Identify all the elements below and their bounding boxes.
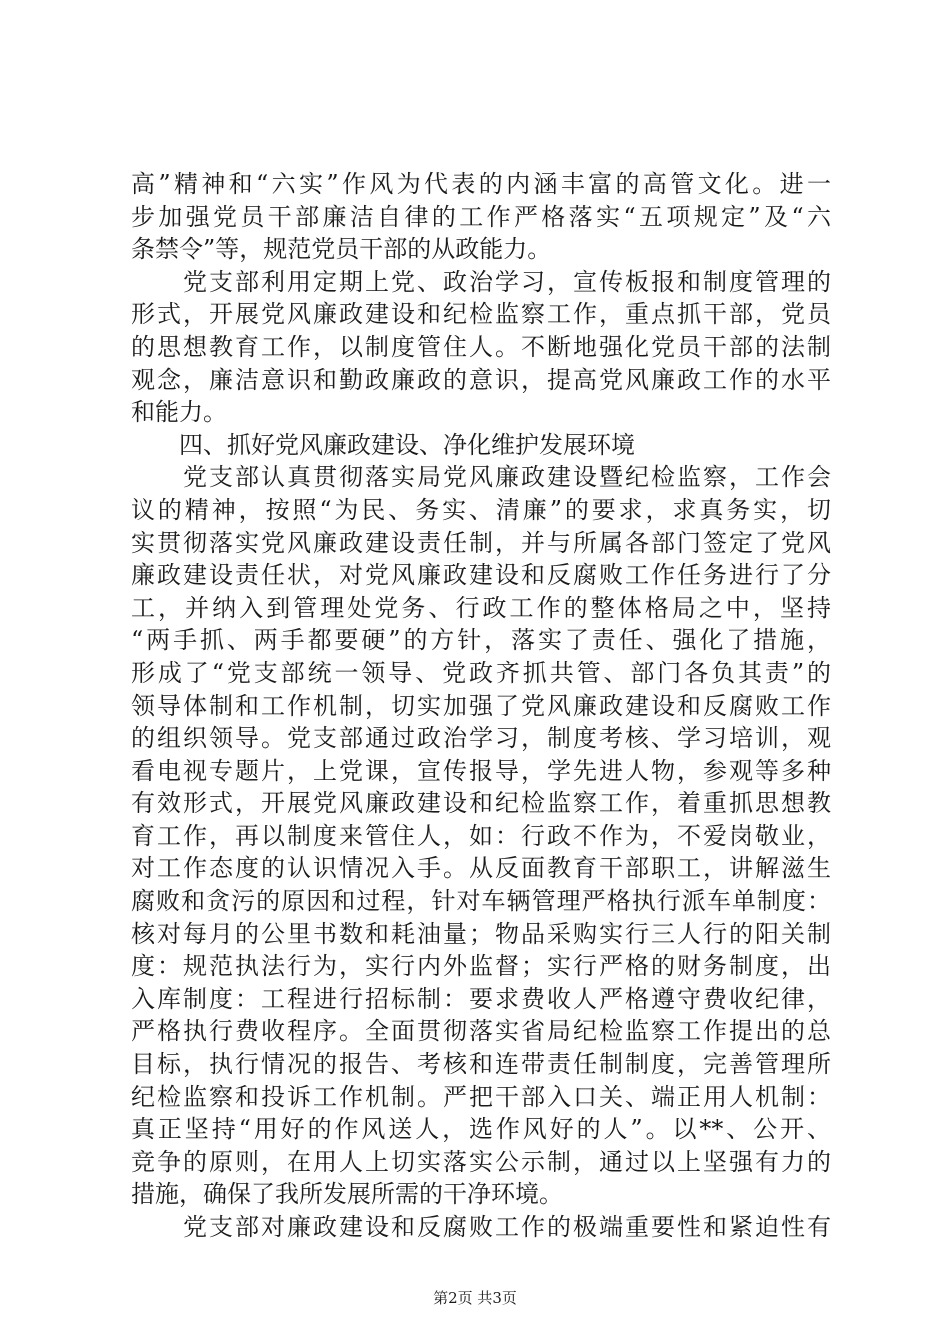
text-line: 竞争的原则，在用人上切实落实公示制，通过以上坚强有力的 [131, 1147, 831, 1176]
text-line: 的思想教育工作，以制度管住人。不断地强化党员干部的法制 [131, 332, 831, 361]
text-line: 育工作，再以制度来管住人，如：行政不作为，不爱岗敬业， [131, 821, 831, 850]
text-line: 形成了“党支部统一领导、党政齐抓共管、部门各负其责”的 [131, 658, 831, 687]
text-line: 纪检监察和投诉工作机制。严把干部入口关、端正用人机制： [131, 1082, 831, 1111]
text-line: 和能力。 [131, 398, 227, 427]
text-line: 真正坚持“用好的作风送人，选作风好的人”。以**、公开、 [131, 1115, 831, 1144]
text-line: 四、抓好党风廉政建设、净化维护发展环境 [131, 430, 635, 459]
text-line: 严格执行费收程序。全面贯彻落实省局纪检监察工作提出的总 [131, 1017, 831, 1046]
text-line: 领导体制和工作机制，切实加强了党风廉政建设和反腐败工作 [131, 691, 831, 720]
text-line: 党支部对廉政建设和反腐败工作的极端重要性和紧迫性有 [131, 1213, 831, 1241]
text-line: 核对每月的公里书数和耗油量；物品采购实行三人行的阳关制 [131, 919, 831, 948]
text-line: 腐败和贪污的原因和过程，针对车辆管理严格执行派车单制度： [131, 887, 831, 916]
text-line: 廉政建设责任状，对党风廉政建设和反腐败工作任务进行了分 [131, 561, 831, 590]
text-line: 对工作态度的认识情况入手。从反面教育干部职工，讲解滋生 [131, 854, 831, 883]
text-line: 看电视专题片，上党课，宣传报导，学先进人物，参观等多种 [131, 756, 831, 785]
text-line: 工，并纳入到管理处党务、行政工作的整体格局之中，坚持 [131, 593, 831, 622]
text-line: 实贯彻落实党风廉政建设责任制，并与所属各部门签定了党风 [131, 528, 831, 557]
text-line: 措施，确保了我所发展所需的干净环境。 [131, 1180, 563, 1209]
text-line: “两手抓、两手都要硬”的方针，落实了责任、强化了措施， [131, 626, 831, 655]
text-line: 目标，执行情况的报告、考核和连带责任制制度，完善管理所 [131, 1050, 831, 1079]
page-footer: 第2页 共3页 [433, 1289, 517, 1307]
text-line: 党支部认真贯彻落实局党风廉政建设暨纪检监察，工作会 [131, 463, 831, 492]
text-line: 形式，开展党风廉政建设和纪检监察工作，重点抓干部，党员 [131, 300, 831, 329]
text-line: 度：规范执法行为，实行内外监督；实行严格的财务制度，出 [131, 952, 831, 981]
text-line: 条禁令”等，规范党员干部的从政能力。 [131, 235, 552, 264]
text-line: 入库制度：工程进行招标制：要求费收人严格遵守费收纪律， [131, 984, 831, 1013]
text-line: 高”精神和“六实”作风为代表的内涵丰富的高管文化。进一 [131, 170, 831, 198]
text-line: 议的精神，按照“为民、务实、清廉”的要求，求真务实，切 [131, 495, 831, 524]
text-line: 的组织领导。党支部通过政治学习，制度考核、学习培训，观 [131, 724, 831, 753]
text-line: 步加强党员干部廉洁自律的工作严格落实“五项规定”及“六 [131, 202, 831, 231]
text-line: 观念，廉洁意识和勤政廉政的意识，提高党风廉政工作的水平 [131, 365, 831, 394]
document-body [131, 168, 831, 1244]
text-line: 有效形式，开展党风廉政建设和纪检监察工作，着重抓思想教 [131, 789, 831, 818]
text-line: 党支部利用定期上党、政治学习，宣传板报和制度管理的 [131, 267, 831, 296]
